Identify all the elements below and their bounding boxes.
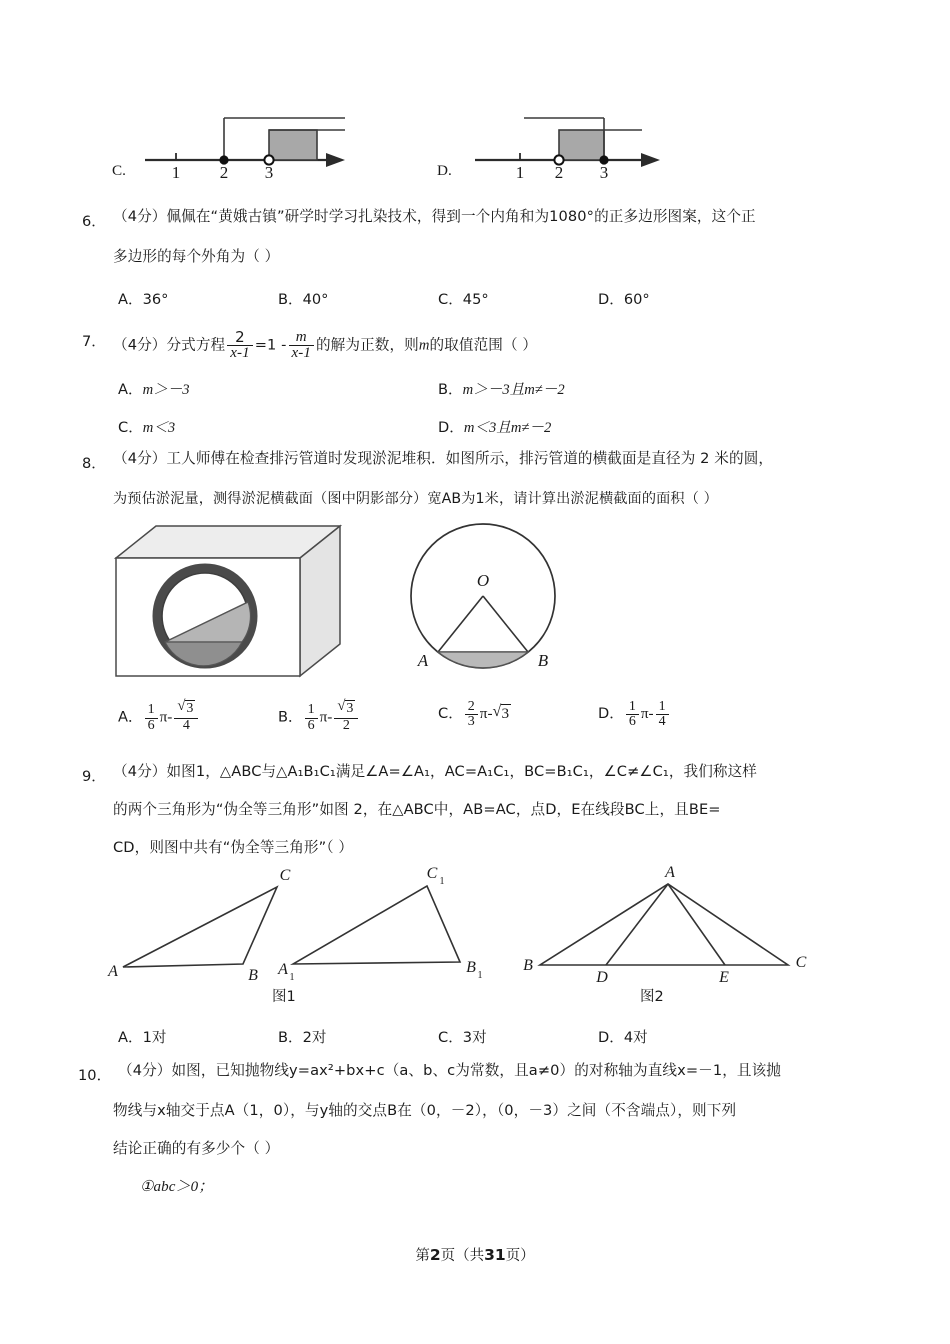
svg-text:A: A: [108, 963, 118, 980]
svg-text:2: 2: [219, 163, 229, 178]
svg-text:1: 1: [439, 876, 445, 887]
q9-option-d-label: D．: [598, 1029, 624, 1046]
q8-option-c-pi: π: [479, 705, 488, 722]
svg-text:B: B: [248, 967, 258, 984]
svg-text:B: B: [523, 957, 533, 974]
q8-circle-figure: [395, 518, 585, 686]
q8-option-d-minus: -: [648, 705, 654, 722]
q8-option-c-minus: -: [487, 705, 493, 722]
q10-line1: [118, 1064, 781, 1079]
q9-text-line1: 如图1，△ABC与△A₁B₁C₁满足∠A=∠A₁，AC=A₁C₁，BC=B₁C₁，∠C≠∠C₁，我们称这样: [166, 763, 758, 780]
q8-option-b-label: B．: [278, 708, 303, 726]
q9-line2: 的两个三角形为“伪全等三角形”如图 2，在△ABC中，AB=AC，点D，E在线段BC上，且BE=: [113, 801, 721, 818]
q7-equals: =1 -: [254, 336, 287, 354]
svg-text:A: A: [417, 651, 429, 670]
q6-option-a-label: A．: [118, 291, 143, 308]
svg-text:1: 1: [289, 972, 295, 983]
q8-option-b-minus: -: [327, 708, 333, 726]
q9-option-c-text: 3对: [462, 1029, 487, 1046]
q9-number: 9．: [82, 768, 106, 785]
svg-text:3: 3: [599, 163, 609, 178]
svg-text:C: C: [279, 867, 291, 884]
q9-option-c[interactable]: [438, 1026, 487, 1047]
q9-score: （4分）: [113, 763, 167, 780]
q7-fraction-left: $\frac{2}{x-1}$: [227, 330, 252, 362]
q7-option-d-label: D．: [438, 419, 464, 436]
q9-figure2: [518, 862, 818, 987]
svg-text:1: 1: [477, 970, 483, 981]
footer-total-pages: 31: [484, 1246, 506, 1264]
q6-line2: 多边形的每个外角为（ ）: [113, 248, 280, 265]
q8-option-a-minus: -: [167, 708, 173, 726]
q6-option-c[interactable]: [438, 288, 489, 309]
q8-option-d[interactable]: [598, 700, 671, 730]
svg-text:C: C: [426, 865, 438, 882]
q8-option-d-frac1: $\frac{1}{6}$: [626, 700, 639, 730]
q10-text-line1: 如图，已知抛物线y=ax²+bx+c（a、b、c为常数，且a≠0）的对称轴为直线x=－1，且该抛: [171, 1062, 781, 1079]
q10-score: （4分）: [118, 1062, 172, 1079]
q9-option-b-label: B．: [278, 1029, 303, 1046]
q6-option-b-text: 40°: [302, 291, 329, 308]
q9-option-a-text: 1对: [142, 1029, 167, 1046]
q7-option-d[interactable]: [438, 416, 551, 437]
page-footer: [0, 1244, 950, 1265]
q9-line1: [113, 765, 757, 780]
q9-option-d-text: 4对: [623, 1029, 648, 1046]
svg-text:2: 2: [554, 163, 564, 178]
q8-option-d-label: D．: [598, 705, 624, 722]
q6-option-d[interactable]: [598, 288, 650, 309]
q8-line1: [113, 452, 773, 467]
q6-option-b[interactable]: [278, 288, 328, 309]
q10-line3: 结论正确的有多少个（ ）: [113, 1140, 280, 1157]
svg-text:1: 1: [171, 163, 181, 178]
svg-text:B: B: [537, 651, 549, 670]
q7-option-a-label: A．: [118, 381, 143, 398]
q10-item1: [140, 1180, 213, 1195]
svg-text:A: A: [665, 864, 675, 881]
q7-option-a-text: m＞－3: [142, 382, 190, 398]
q8-option-b-frac1: $\frac{1}{6}$: [305, 703, 318, 733]
q7-option-c[interactable]: [118, 416, 175, 437]
q5-option-c-letter: C.: [112, 162, 126, 179]
q9-figure1-caption: 图1: [272, 989, 296, 1005]
q6-option-b-label: B．: [278, 291, 303, 308]
footer-page-number: 2: [429, 1246, 441, 1264]
q5-option-d-letter: D.: [437, 162, 452, 179]
q8-option-a-frac2: √ $\frac{3}{4}$: [174, 700, 198, 733]
q6-option-d-label: D．: [598, 291, 624, 308]
svg-text:1: 1: [515, 163, 525, 178]
q8-option-c-frac1: $\frac{2}{3}$: [465, 700, 478, 730]
q9-option-b[interactable]: [278, 1026, 327, 1047]
q8-option-b-frac2: √ $\frac{3}{2}$: [334, 700, 358, 733]
q8-pipe-box-figure: [108, 518, 348, 686]
svg-text:A: A: [278, 961, 288, 978]
q5-option-d-numberline: [470, 108, 685, 178]
q8-option-a[interactable]: [118, 700, 200, 733]
q7-option-b-label: B．: [438, 381, 463, 398]
q8-score: （4分）: [113, 450, 167, 467]
q8-option-b[interactable]: [278, 700, 360, 733]
q6-option-a-text: 36°: [142, 291, 169, 308]
q7-line1: [113, 330, 537, 362]
q7-option-c-label: C．: [118, 419, 143, 436]
q5-option-c-numberline: [140, 108, 355, 178]
q7-option-b[interactable]: [438, 378, 565, 399]
q6-score: （4分）: [113, 208, 167, 225]
q8-option-b-pi: π: [319, 708, 328, 726]
q9-option-a[interactable]: [118, 1026, 166, 1047]
q7-fraction-right: $\frac{m}{x-1}$: [289, 330, 314, 362]
footer-middle: 页（共: [440, 1248, 485, 1264]
q7-option-c-text: m＜3: [142, 420, 176, 436]
q9-option-d[interactable]: [598, 1026, 648, 1047]
q8-option-c-label: C．: [438, 705, 463, 722]
footer-suffix: 页）: [505, 1248, 535, 1264]
q7-tail: 的解为正数，则: [315, 336, 419, 354]
q5-option-c-label: [112, 162, 126, 180]
q6-option-c-label: C．: [438, 291, 463, 308]
q6-option-d-text: 60°: [623, 291, 650, 308]
q8-option-a-pi: π: [159, 708, 168, 726]
q7-score: （4分）: [113, 336, 167, 354]
q6-line1: [113, 210, 756, 225]
q6-number: 6．: [82, 213, 106, 230]
q7-option-a[interactable]: [118, 378, 190, 399]
q8-line2: 为预估淤泥量，测得淤泥横截面（图中阴影部分）宽AB为1米，请计算出淤泥横截面的面积（ ）: [113, 491, 718, 507]
svg-text:E: E: [719, 969, 729, 986]
q9-figure2-caption: 图2: [640, 989, 664, 1005]
q7-variable: m: [418, 337, 430, 354]
q7-number: 7．: [82, 333, 106, 350]
q7-option-b-text: m＞－3且m≠－2: [462, 382, 565, 398]
q8-option-c[interactable]: [438, 700, 511, 730]
q10-line2: 物线与x轴交于点A（1，0），与y轴的交点B在（0，－2），（0，－3）之间（不含端点），则下列: [113, 1102, 737, 1119]
q6-text-line1: 佩佩在“黄娥古镇”研学时学习扎染技术，得到一个内角和为1080°的正多边形图案，这个正: [166, 208, 756, 225]
q7-lead: 分式方程: [166, 336, 226, 354]
svg-text:3: 3: [264, 163, 274, 178]
q7-option-d-text: m＜3且m≠－2: [463, 420, 552, 436]
q8-option-c-sqrt: √ 3: [493, 704, 512, 723]
q8-option-a-label: A．: [118, 708, 143, 726]
q8-number: 8．: [82, 455, 106, 472]
svg-text:O: O: [476, 571, 490, 590]
q6-option-c-text: 45°: [462, 291, 489, 308]
q8-option-d-frac2: $\frac{1}{4}$: [656, 700, 669, 730]
svg-text:B: B: [466, 959, 476, 976]
q8-text-line1: 工人师傅在检查排污管道时发现淤泥堆积．如图所示，排污管道的横截面是直径为 2 米的圆，: [166, 450, 774, 467]
q9-figure1: [105, 862, 500, 987]
q6-option-a[interactable]: [118, 288, 168, 309]
q5-option-d-label: [437, 162, 452, 180]
q8-option-d-pi: π: [640, 705, 649, 722]
q7-tail2: 的取值范围（ ）: [429, 336, 538, 354]
q9-option-b-text: 2对: [302, 1029, 327, 1046]
q8-option-a-frac1: $\frac{1}{6}$: [145, 703, 158, 733]
q9-option-a-label: A．: [118, 1029, 143, 1046]
svg-text:C: C: [795, 954, 807, 971]
footer-prefix: 第: [415, 1248, 430, 1264]
q10-item1-text: ①abc＞0；: [140, 1179, 214, 1195]
q9-line3: CD，则图中共有“伪全等三角形”（ ）: [113, 839, 354, 856]
q10-number: 10．: [78, 1067, 112, 1084]
q9-option-c-label: C．: [438, 1029, 463, 1046]
svg-text:D: D: [596, 969, 608, 986]
